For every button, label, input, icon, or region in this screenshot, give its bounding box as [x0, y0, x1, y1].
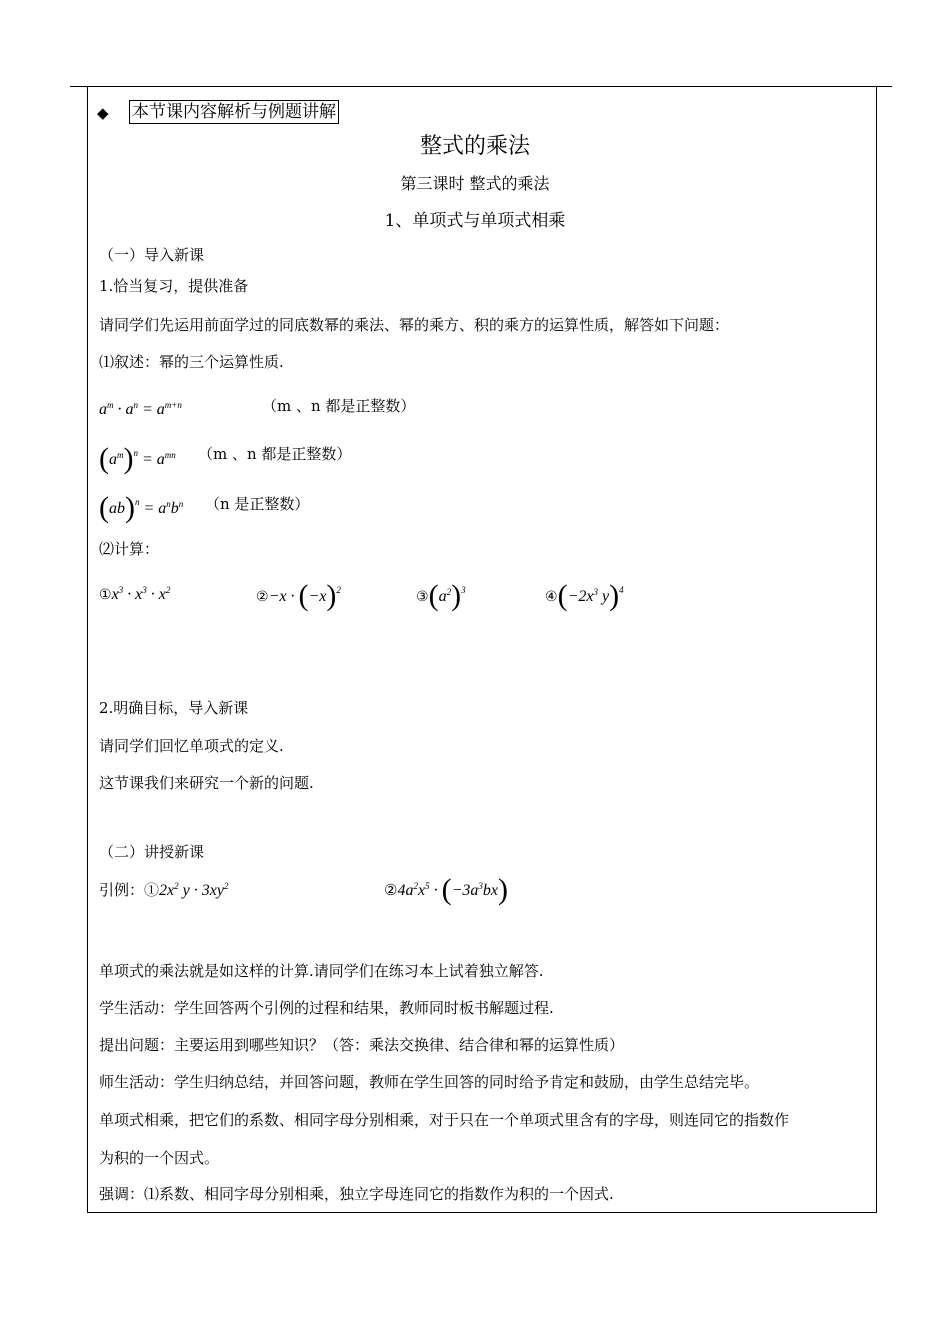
page-title: 整式的乘法	[419, 134, 530, 159]
lesson-subtitle: 第三课时 整式的乘法	[400, 174, 550, 193]
formula1-note: （m 、n 都是正整数）	[262, 397, 416, 415]
calc-label-4: ④	[545, 589, 558, 605]
formula-power-of-product: $(ab)^n = a^nb^n$	[99, 491, 184, 524]
item1-heading: 1.恰当复习，提供准备	[99, 277, 249, 295]
paragraph-4: 师生活动：学生归纳总结，并回答问题，教师在学生回答的同时给予肯定和鼓励，由学生总结完毕。	[99, 1073, 760, 1091]
calc-label-2: ②	[256, 589, 269, 605]
calc-item-1: $①x^3 \cdot x^3 \cdot x^2$	[99, 585, 171, 603]
recall-paragraph: 请同学们回忆单项式的定义.	[99, 737, 284, 755]
formula2-note: （m 、n 都是正整数）	[198, 445, 352, 463]
intro-paragraph: 请同学们先运用前面学过的同底数幂的乘法、幂的乘方、积的乘方的运算性质，解答如下问题：	[99, 316, 730, 334]
section-title: 1、单项式与单项式相乘	[384, 211, 566, 231]
paragraph-2: 学生活动：学生回答两个引例的过程和结果，教师同时板书解题过程.	[99, 999, 554, 1017]
new-problem-paragraph: 这节课我们来研究一个新的问题.	[99, 774, 314, 792]
paragraph-1: 单项式的乘法就是如这样的计算.请同学们在练习本上试着独立解答.	[99, 962, 544, 980]
question-2: ⑵计算：	[99, 540, 160, 558]
formula-power-of-power: $(a^m)^n = a^{mn}$	[99, 442, 176, 475]
question-1: ⑴叙述：幂的三个运算性质.	[99, 353, 284, 371]
calc-item-2: ②−x · $(-x)^2$	[256, 579, 341, 612]
section-header-box: 本节课内容解析与例题讲解	[129, 100, 339, 124]
calc-item-3: $③(a^2)^3$	[416, 579, 466, 612]
part1-heading: （一）导入新课	[99, 246, 205, 264]
calc-item-4: $④(-2x^3$ y)$^4$	[545, 579, 624, 612]
paragraph-5a: 单项式相乘，把它们的系数、相同字母分别相乘，对于只在一个单项式里含有的字母，则连同它的指数作	[99, 1111, 790, 1129]
example-2-line: $②4a^2x^5 \cdot (-3a^3bx)$	[384, 873, 508, 906]
bullet-diamond-icon: ◆	[97, 104, 109, 122]
paragraph-3: 提出问题：主要运用到哪些知识？（答：乘法交换律、结合律和幂的运算性质）	[99, 1036, 625, 1054]
formula-power-product: $a^m \cdot a^n = a^{m+n}$	[99, 400, 182, 418]
paragraph-6: 强调：⑴系数、相同字母分别相乘，独立字母连同它的指数作为积的一个因式.	[99, 1185, 614, 1203]
calc-label-1: ①	[99, 587, 112, 603]
example2-label: ②	[384, 881, 398, 899]
paragraph-5b: 为积的一个因式。	[99, 1149, 220, 1167]
calc-label-3: ③	[416, 589, 429, 605]
formula3-note: （n 是正整数）	[205, 495, 310, 513]
item2-heading: 2.明确目标，导入新课	[99, 699, 249, 717]
example-line: 引例：$①2x^2$ $y \cdot 3xy^2$	[99, 881, 229, 899]
example-label: 引例：①	[99, 881, 160, 899]
part2-heading: （二）讲授新课	[99, 843, 205, 861]
